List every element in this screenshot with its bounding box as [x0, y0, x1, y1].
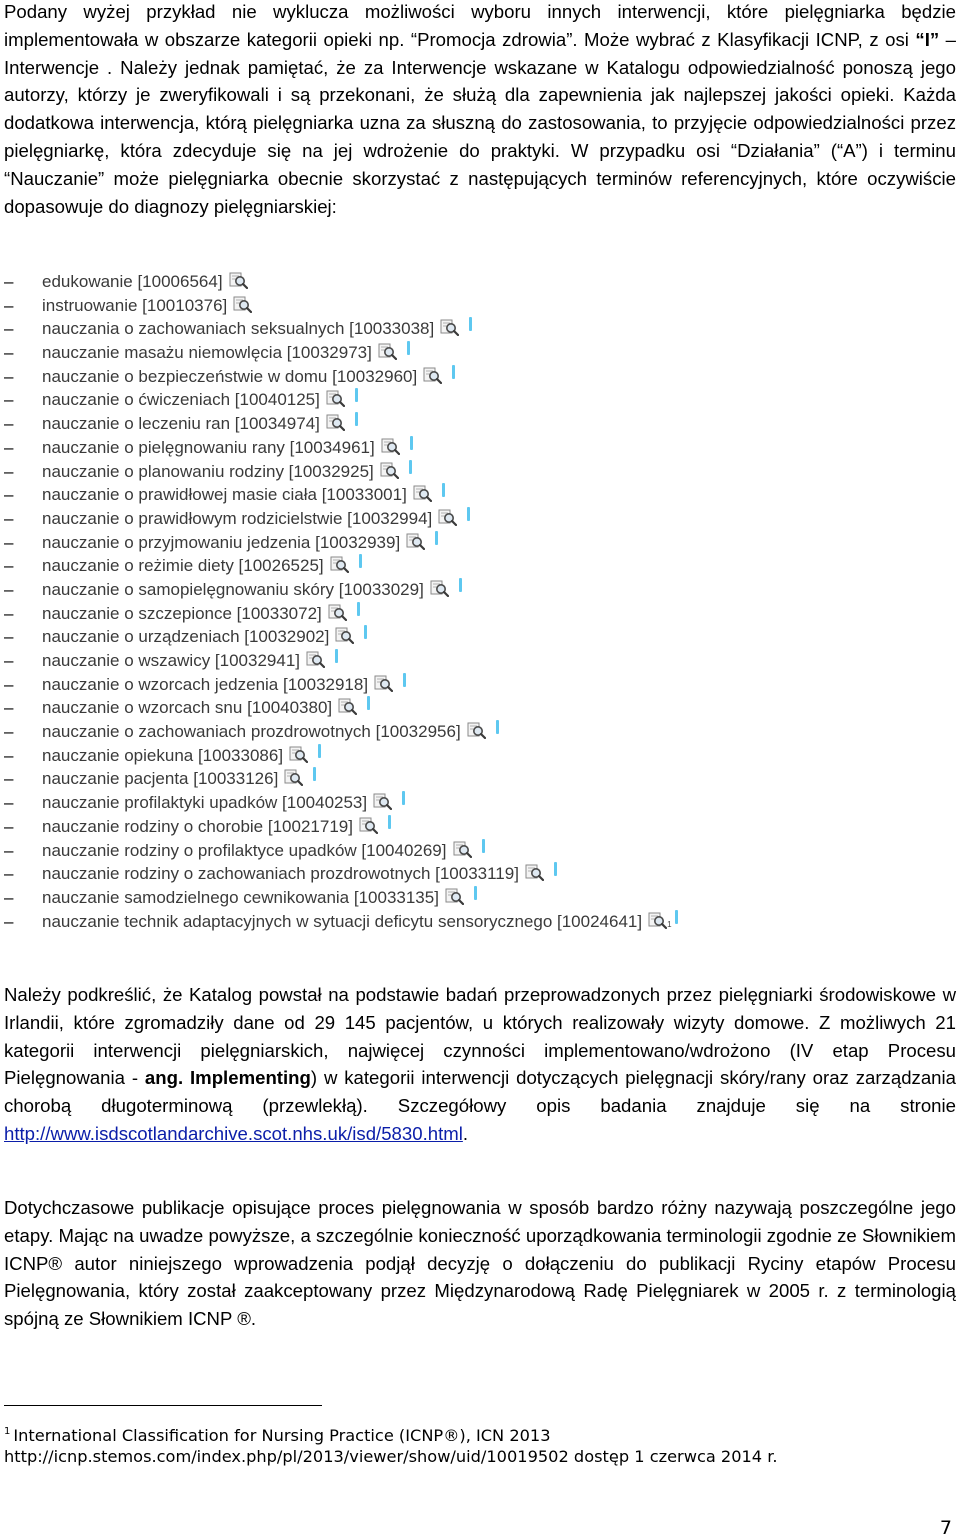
term-label: nauczania o zachowaniach seksualnych [10033038] [42, 319, 435, 339]
list-item [4, 625, 956, 649]
intro-paragraph [4, 0, 956, 220]
term-label: nauczanie rodziny o profilaktyce upadków [10040269] [42, 840, 447, 860]
lookup-icon[interactable] [378, 343, 397, 360]
lookup-icon[interactable] [328, 604, 347, 621]
lookup-icon[interactable] [648, 912, 667, 929]
term-label: nauczanie o wzorcach snu [10040380] [42, 698, 333, 718]
footnote-reference: 1 [667, 919, 672, 929]
term-marker-bar [409, 460, 412, 474]
list-dash: – [4, 390, 14, 410]
term-label: nauczanie o przyjmowaniu jedzenia [10032939] [42, 532, 401, 552]
term-marker-bar [467, 507, 470, 521]
list-dash: – [4, 745, 14, 765]
term-label: instruowanie [10010376] [42, 295, 228, 315]
term-entry [42, 862, 557, 886]
term-label: nauczanie o leczeniu ran [10034974] [42, 414, 320, 434]
term-label: nauczanie o wszawicy [10032941] [42, 651, 300, 670]
lookup-icon[interactable] [335, 627, 354, 644]
term-label: nauczanie rodziny o zachowaniach prozdrowotnych [10033119] [42, 864, 519, 884]
term-marker-bar [442, 483, 445, 497]
list-item [4, 507, 956, 531]
list-item [4, 791, 956, 815]
term-entry [42, 341, 410, 365]
term-marker-bar [554, 862, 557, 876]
term-label: nauczanie technik adaptacyjnych w sytuacji deficytu sensorycznego [10024641] [42, 911, 643, 931]
term-marker-bar [359, 554, 362, 568]
term-entry [42, 744, 321, 768]
intro-text-1: Podany wyżej przykład nie wyklucza możliwości wyboru innych interwencji, które pielęgniarka będzie implementowała w obszarze kategorii opieki np. “Promocja zdrowia”. Może wybrać z Klasyfikacji ICNP, z osi [4, 1, 956, 50]
term-entry [42, 531, 438, 555]
list-item [4, 720, 956, 744]
study-link[interactable]: http://www.isdscotlandarchive.scot.nhs.uk/isd/5830.html [4, 1122, 463, 1144]
list-item [4, 696, 956, 720]
list-item [4, 886, 956, 910]
list-item [4, 744, 956, 768]
list-item [4, 602, 956, 626]
list-dash: – [4, 414, 14, 434]
lookup-icon[interactable] [413, 485, 432, 502]
reference-terms-list [4, 270, 956, 933]
lookup-icon[interactable] [330, 556, 349, 573]
list-item [4, 317, 956, 341]
list-dash: – [4, 674, 14, 694]
implementing-term: ang. Implementing [144, 1067, 311, 1089]
lookup-icon[interactable] [233, 296, 252, 313]
term-marker-bar [355, 412, 358, 426]
term-entry [42, 483, 445, 507]
lookup-icon[interactable] [374, 675, 393, 692]
list-dash: – [4, 343, 14, 363]
list-dash: – [4, 698, 14, 718]
term-marker-bar [496, 720, 499, 734]
term-entry [42, 578, 462, 602]
lookup-icon[interactable] [445, 888, 464, 905]
lookup-icon[interactable] [338, 698, 357, 715]
list-item [4, 839, 956, 863]
lookup-icon[interactable] [326, 390, 345, 407]
term-entry [42, 815, 391, 839]
term-label: nauczanie profilaktyki upadków [10040253] [42, 793, 368, 813]
term-label: nauczanie masażu niemowlęcia [10032973] [42, 343, 372, 363]
footnote-number: 1 [4, 1426, 11, 1437]
lookup-icon[interactable] [326, 414, 345, 431]
term-entry [42, 412, 358, 436]
term-label: nauczanie o bezpieczeństwie w domu [10032960] [42, 366, 418, 386]
lookup-icon[interactable] [453, 841, 472, 858]
lookup-icon[interactable] [229, 272, 248, 289]
list-dash: – [4, 532, 14, 552]
term-entry [42, 696, 370, 720]
term-label: nauczanie o reżimie diety [10026525] [42, 556, 324, 576]
list-item [4, 341, 956, 365]
term-marker-bar [675, 910, 678, 924]
lookup-icon[interactable] [525, 864, 544, 881]
list-dash: – [4, 722, 14, 742]
list-item [4, 460, 956, 484]
list-dash: – [4, 437, 14, 457]
term-entry [42, 317, 472, 341]
term-label: nauczanie o urządzeniach [10032902] [42, 627, 330, 647]
list-dash: – [4, 295, 14, 315]
term-marker-bar [357, 602, 360, 616]
term-entry [42, 720, 499, 744]
term-label: nauczanie opiekuna [10033086] [42, 745, 284, 765]
lookup-icon[interactable] [440, 319, 459, 336]
footnote-citation: International Classification for Nursing Practice (ICNP®), ICN 2013 [13, 1426, 551, 1445]
term-entry [42, 910, 678, 937]
term-label: nauczanie rodziny o chorobie [10021719] [42, 816, 353, 836]
list-dash: – [4, 793, 14, 813]
catalog-text-2: ) w kategorii interwencji dotyczących pielęgnacji skóry/rany oraz zarządzania chorobą długoterminową (przewlekłą). Szczegółowy opis badania znajduje się na stronie [4, 1067, 956, 1117]
list-dash: – [4, 319, 14, 339]
catalog-text-1: Należy podkreślić, że Katalog powstał na podstawie badań przeprowadzonych przez pielęgniarki środowiskowe w Irlandii, które zgromadziły dane od 29 145 pacjentów, u których realizowały wizyty domowe. Z możliwych 21 kategorii interwencji pielęgniarskich, najwięcej czynności implementowano/wdrożono (IV etap Procesu Pielęgnowania - [4, 984, 956, 1089]
term-entry [42, 791, 405, 815]
intro-text-2: – Interwencje . Należy jednak pamiętać, że za Interwencje wskazane w Katalogu odpowiedzialność ponoszą jego autorzy, którzy je zweryfikowali i są przekonani, że służą dla zapewnienia jak najlepszej jakości opieki. Każda dodatkowa interwencja, którą pielęgniarka uzna za słuszną do zastosowania, to przyjęcie odpowiedzialności przez pielęgniarkę, która zdecyduje się na jej wdrożenie do praktyki. W przypadku osi “Działania” (“A”) i terminu “Nauczanie” może pielęgniarka obecnie skorzystać z następujących terminów referencyjnych, które oczywiście dopasowuje do diagnozy pielęgniarskiej: [4, 28, 956, 217]
list-item [4, 270, 956, 294]
footnote-line-1 [4, 1421, 956, 1447]
list-item [4, 436, 956, 460]
term-marker-bar [402, 791, 405, 805]
list-item [4, 388, 956, 412]
list-item [4, 554, 956, 578]
lookup-icon[interactable] [381, 438, 400, 455]
axis-label: “I” [915, 28, 940, 50]
term-marker-bar [367, 696, 370, 710]
list-dash: – [4, 508, 14, 528]
lookup-icon[interactable] [467, 722, 486, 739]
catalog-text-3: . [462, 1122, 469, 1144]
term-label: nauczanie o prawidłowym rodzicielstwie [10032994] [42, 508, 433, 528]
term-label: nauczanie samodzielnego cewnikowania [10033135] [42, 887, 439, 907]
lookup-icon[interactable] [306, 651, 325, 668]
term-entry [42, 673, 406, 697]
term-marker-bar [410, 436, 413, 450]
list-dash: – [4, 816, 14, 836]
list-dash: – [4, 911, 14, 931]
term-entry [42, 767, 316, 791]
term-marker-bar [435, 531, 438, 545]
term-entry [42, 625, 367, 649]
list-item [4, 294, 956, 318]
lookup-icon[interactable] [406, 533, 425, 550]
publications-paragraph: Dotychczasowe publikacje opisujące proces pielęgnowania w sposób bardzo różny nazywają poszczególne jego etapy. Mając na uwadze powyższe, a szczególnie konieczność uporządkowania terminologii zgodnie ze Słownikiem ICNP® autor niniejszego wprowadzenia podjął decyzję o dołączeniu do publikacji Ryciny etapów Procesu Pielęgnowania, który został zaakceptowany przez Międzynarodową Radę Pielęgniarek w 2005 r. z terminologią spójną ze Słownikiem ICNP ®. [4, 1197, 956, 1330]
term-entry [42, 460, 412, 484]
term-marker-bar [335, 649, 338, 663]
term-entry [42, 839, 485, 863]
term-label: nauczanie o planowaniu rodziny [10032925] [42, 461, 374, 481]
list-dash: – [4, 579, 14, 599]
lookup-icon[interactable] [423, 367, 442, 384]
list-item [4, 815, 956, 839]
term-entry [42, 365, 455, 389]
list-dash: – [4, 556, 14, 576]
term-label: nauczanie pacjenta [10033126] [42, 769, 279, 789]
term-marker-bar [482, 839, 485, 853]
term-marker-bar [364, 625, 367, 639]
list-dash: – [4, 651, 14, 670]
list-dash: – [4, 272, 14, 291]
term-entry [42, 554, 362, 578]
list-item [4, 365, 956, 389]
term-marker-bar [313, 767, 316, 781]
term-entry [42, 294, 252, 318]
lookup-icon[interactable] [380, 462, 399, 479]
lookup-icon[interactable] [438, 509, 457, 526]
list-dash: – [4, 769, 14, 789]
term-entry [42, 507, 470, 531]
lookup-icon[interactable] [359, 817, 378, 834]
term-label: nauczanie o szczepionce [10033072] [42, 603, 322, 623]
term-marker-bar [407, 341, 410, 355]
footnote-separator [4, 1405, 322, 1406]
footnote-line-2: http://icnp.stemos.com/index.php/pl/2013/viewer/show/uid/10019502 dostęp 1 czerwca 2014 r. [4, 1447, 778, 1466]
term-label: nauczanie o prawidłowej masie ciała [10033001] [42, 485, 407, 505]
list-item [4, 862, 956, 886]
lookup-icon[interactable] [430, 580, 449, 597]
list-dash: – [4, 461, 14, 481]
catalog-paragraph [4, 981, 956, 1148]
term-marker-bar [474, 886, 477, 900]
list-dash: – [4, 840, 14, 860]
lookup-icon[interactable] [289, 746, 308, 763]
list-item [4, 767, 956, 791]
lookup-icon[interactable] [284, 769, 303, 786]
term-entry [42, 436, 413, 460]
list-dash: – [4, 603, 14, 623]
term-marker-bar [459, 578, 462, 592]
list-dash: – [4, 887, 14, 907]
term-label: nauczanie o wzorcach jedzenia [10032918] [42, 674, 369, 694]
list-item [4, 578, 956, 602]
term-label: nauczanie o ćwiczeniach [10040125] [42, 390, 320, 410]
term-marker-bar [469, 317, 472, 331]
term-entry [42, 602, 360, 626]
lookup-icon[interactable] [373, 793, 392, 810]
list-dash: – [4, 627, 14, 647]
term-marker-bar [452, 365, 455, 379]
term-entry [42, 649, 338, 673]
list-item [4, 531, 956, 555]
list-dash: – [4, 864, 14, 884]
term-marker-bar [355, 388, 358, 402]
list-item [4, 483, 956, 507]
term-label: nauczanie o samopielęgnowaniu skóry [10033029] [42, 579, 424, 599]
list-item [4, 412, 956, 436]
term-marker-bar [388, 815, 391, 829]
list-dash: – [4, 485, 14, 505]
list-dash: – [4, 366, 14, 386]
term-entry [42, 388, 358, 412]
list-item [4, 673, 956, 697]
term-label: nauczanie o pielęgnowaniu rany [10034961] [42, 437, 375, 457]
page-number: 7 [939, 1517, 952, 1539]
term-marker-bar [318, 744, 321, 758]
term-marker-bar [403, 673, 406, 687]
term-label: edukowanie [10006564] [42, 272, 223, 291]
term-entry [42, 886, 477, 910]
list-item [4, 649, 956, 673]
list-item [4, 910, 956, 934]
term-label: nauczanie o zachowaniach prozdrowotnych [10032956] [42, 722, 461, 742]
term-entry [42, 270, 248, 294]
